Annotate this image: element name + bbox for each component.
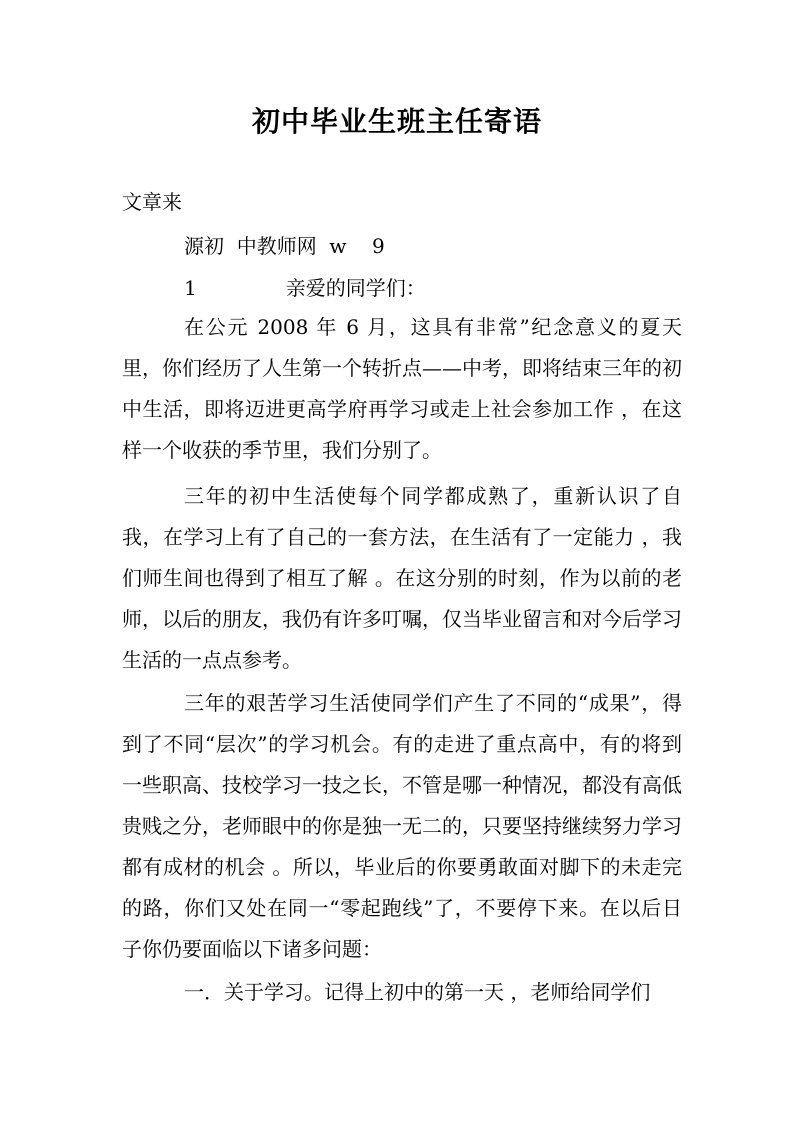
paragraph-3: 三年的艰苦学习生活使同学们产生了不同的“成果”，得到了不同“层次”的学习机会。有的走进了重点高中，有的将到一些职高、技校学习一技之长，不管是哪一种情况，都没有高低贵贱之分，老师眼中的你是独一无二的，只要坚持继续努力学习都有成材的机会 。所以，毕业后的你要勇敢面对脚下的未走完的路，你们又处在同一“零起跑线”了，不要停下来。在以后日子你仍要面临以下诸多问题： [122,691,682,961]
paragraph-1: 在公元 2008 年 6 月，这具有非常”纪念意义的夏天里，你们经历了人生第一个转折点——中考，即将结束三年的初中生活，即将迈进更高学府再学习或走上社会参加工作 ，在这样一个收获的季节里，我们分别了。 [122,315,682,462]
document-title: 初中毕业生班主任寄语 [251,105,542,138]
source-line-2: 源初 中教师网 w 9 [184,234,385,258]
source-line-1: 文章来 [122,190,182,214]
paragraph-4: 一．关于学习。记得上初中的第一天 ，老师给同学们 [184,980,651,1004]
paragraph-2: 三年的初中生活使每个同学都成熟了，重新认识了自我，在学习上有了自己的一套方法，在生活有了一定能力 ，我们师生间也得到了相互了解 。在这分别的时刻，作为以前的老师，以后的朋友，我仍有许多叮嘱，仅当毕业留言和对今后学习生活的一点点参考。 [122,484,682,672]
greeting-line: 1 亲爱的同学们： [184,276,426,300]
